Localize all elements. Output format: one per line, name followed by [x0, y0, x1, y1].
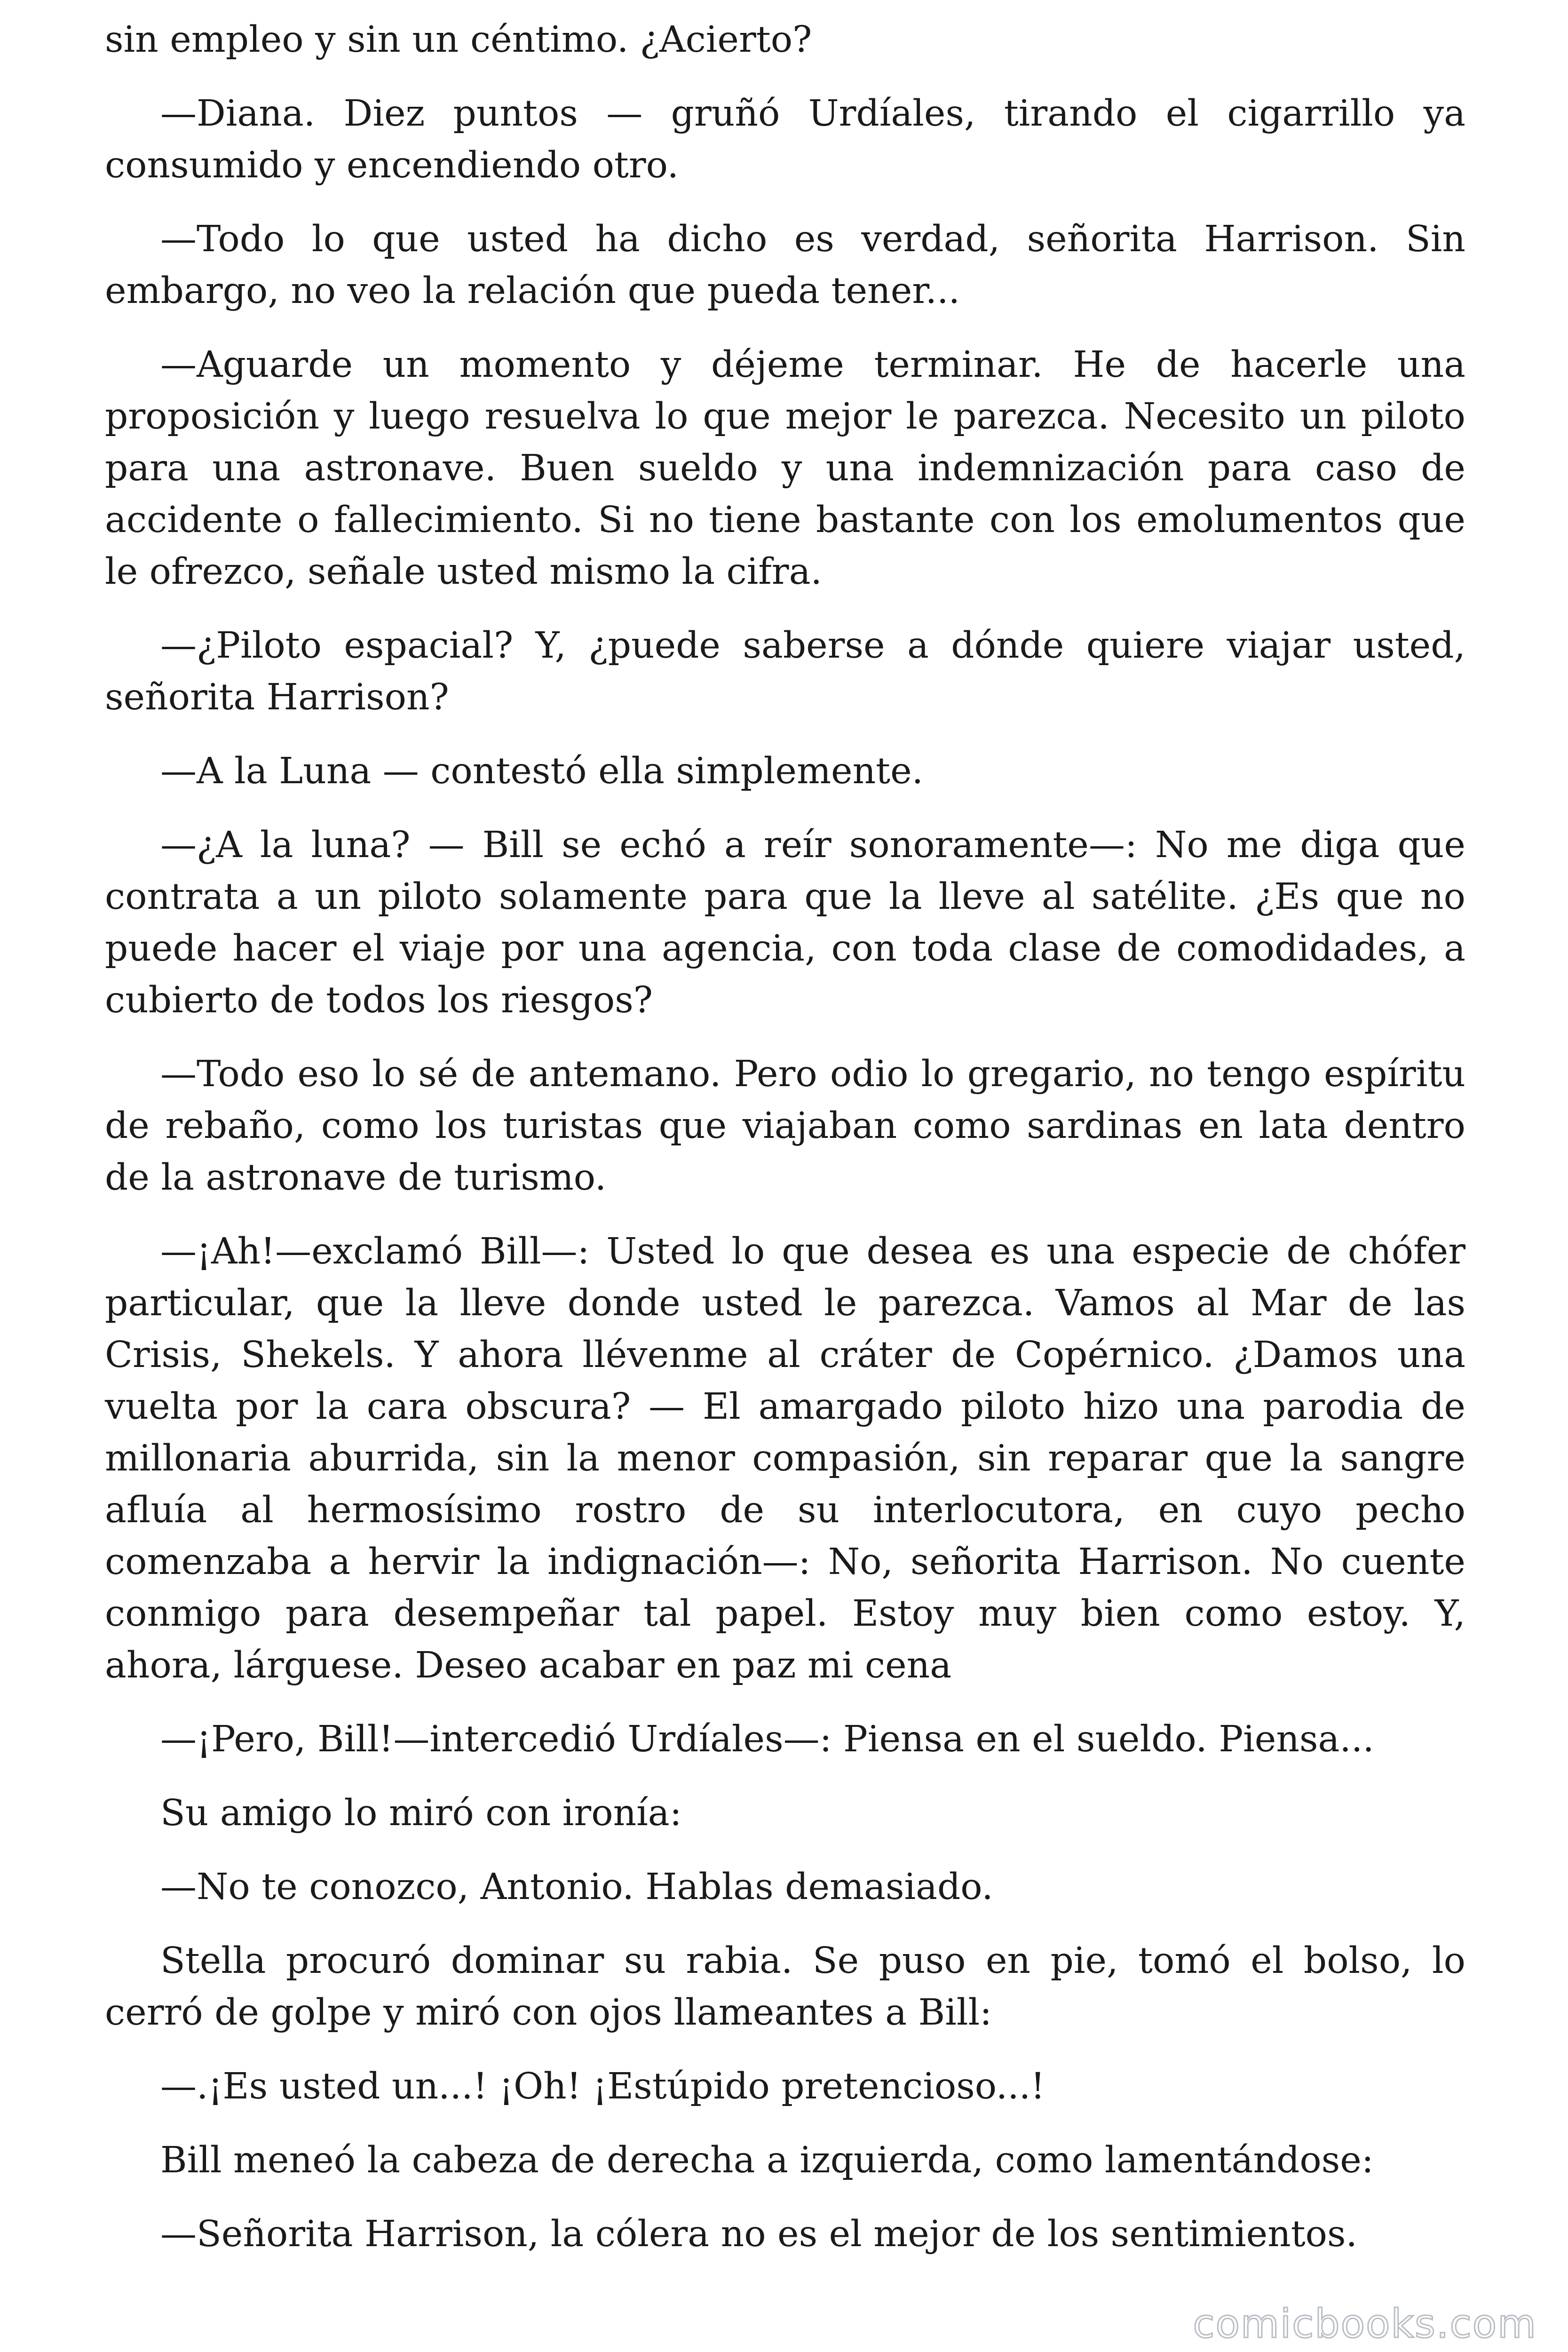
paragraph-3: —Todo lo que usted ha dicho es verdad, señorita Harrison. Sin embargo, no veo la relación que pueda tener... — [105, 218, 1465, 312]
paragraph-1: sin empleo y sin un céntimo. ¿Acierto? — [105, 19, 812, 61]
paragraph-16: —Señorita Harrison, la cólera no es el mejor de los sentimientos. — [160, 2213, 1358, 2255]
paragraph-4: —Aguarde un momento y déjeme terminar. He de hacerle una proposición y luego resuelva lo que mejor le parezca. Necesito un piloto para una astronave. Buen sueldo y una indemnización para caso de accidente o fallecimiento. Si no tiene bastante con los emolumentos que le ofrezco, señale usted mismo la cifra. — [105, 344, 1465, 593]
paragraph-9: —¡Ah!—exclamó Bill—: Usted lo que desea es una especie de chófer particular, que la lleve donde usted le parezca. Vamos al Mar de las Crisis, Shekels. Y ahora llévenme al cráter de Copérnico. ¿Damos una vuelta por la cara obscura? — El amargado piloto hizo una parodia de millonaria aburrida, sin la menor compasión, sin reparar que la sangre afluía al hermosísimo rostro de su interlocutora, en cuyo pecho comenzaba a hervir la indignación—: No, señorita Harrison. No cuente conmigo para desempeñar tal papel. Estoy muy bien como estoy. Y, ahora, lárguese. Deseo acabar en paz mi cena — [105, 1231, 1465, 1686]
paragraph-6: —A la Luna — contestó ella simplemente. — [160, 750, 924, 792]
paragraph-14: —.¡Es usted un...! ¡Oh! ¡Estúpido pretencioso...! — [160, 2066, 1045, 2107]
paragraph-5: —¿Piloto espacial? Y, ¿puede saberse a dónde quiere viajar usted, señorita Harrison? — [105, 625, 1465, 718]
paragraph-8: —Todo eso lo sé de antemano. Pero odio lo gregario, no tengo espíritu de rebaño, como los turistas que viajaban como sardinas en lata dentro de la astronave de turismo. — [105, 1053, 1465, 1199]
paragraph-10: —¡Pero, Bill!—intercedió Urdíales—: Piensa en el sueldo. Piensa... — [160, 1718, 1374, 1760]
site-watermark: comicbooks.com — [1193, 2301, 1537, 2347]
paragraph-13: Stella procuró dominar su rabia. Se puso en pie, tomó el bolso, lo cerró de golpe y miró con ojos llameantes a Bill: — [105, 1940, 1465, 2034]
paragraph-15: Bill meneó la cabeza de derecha a izquierda, como lamentándose: — [160, 2139, 1374, 2181]
paragraph-12: —No te conozco, Antonio. Hablas demasiado. — [160, 1866, 993, 1908]
book-page-text — [105, 14, 1465, 2282]
paragraph-2: —Diana. Diez puntos — gruñó Urdíales, tirando el cigarrillo ya consumido y encendiendo otro. — [105, 93, 1465, 186]
paragraph-11: Su amigo lo miró con ironía: — [160, 1792, 682, 1834]
paragraph-7: —¿A la luna? — Bill se echó a reír sonoramente—: No me diga que contrata a un piloto solamente para que la lleve al satélite. ¿Es que no puede hacer el viaje por una agencia, con toda clase de comodidades, a cubierto de todos los riesgos? — [105, 824, 1465, 1021]
